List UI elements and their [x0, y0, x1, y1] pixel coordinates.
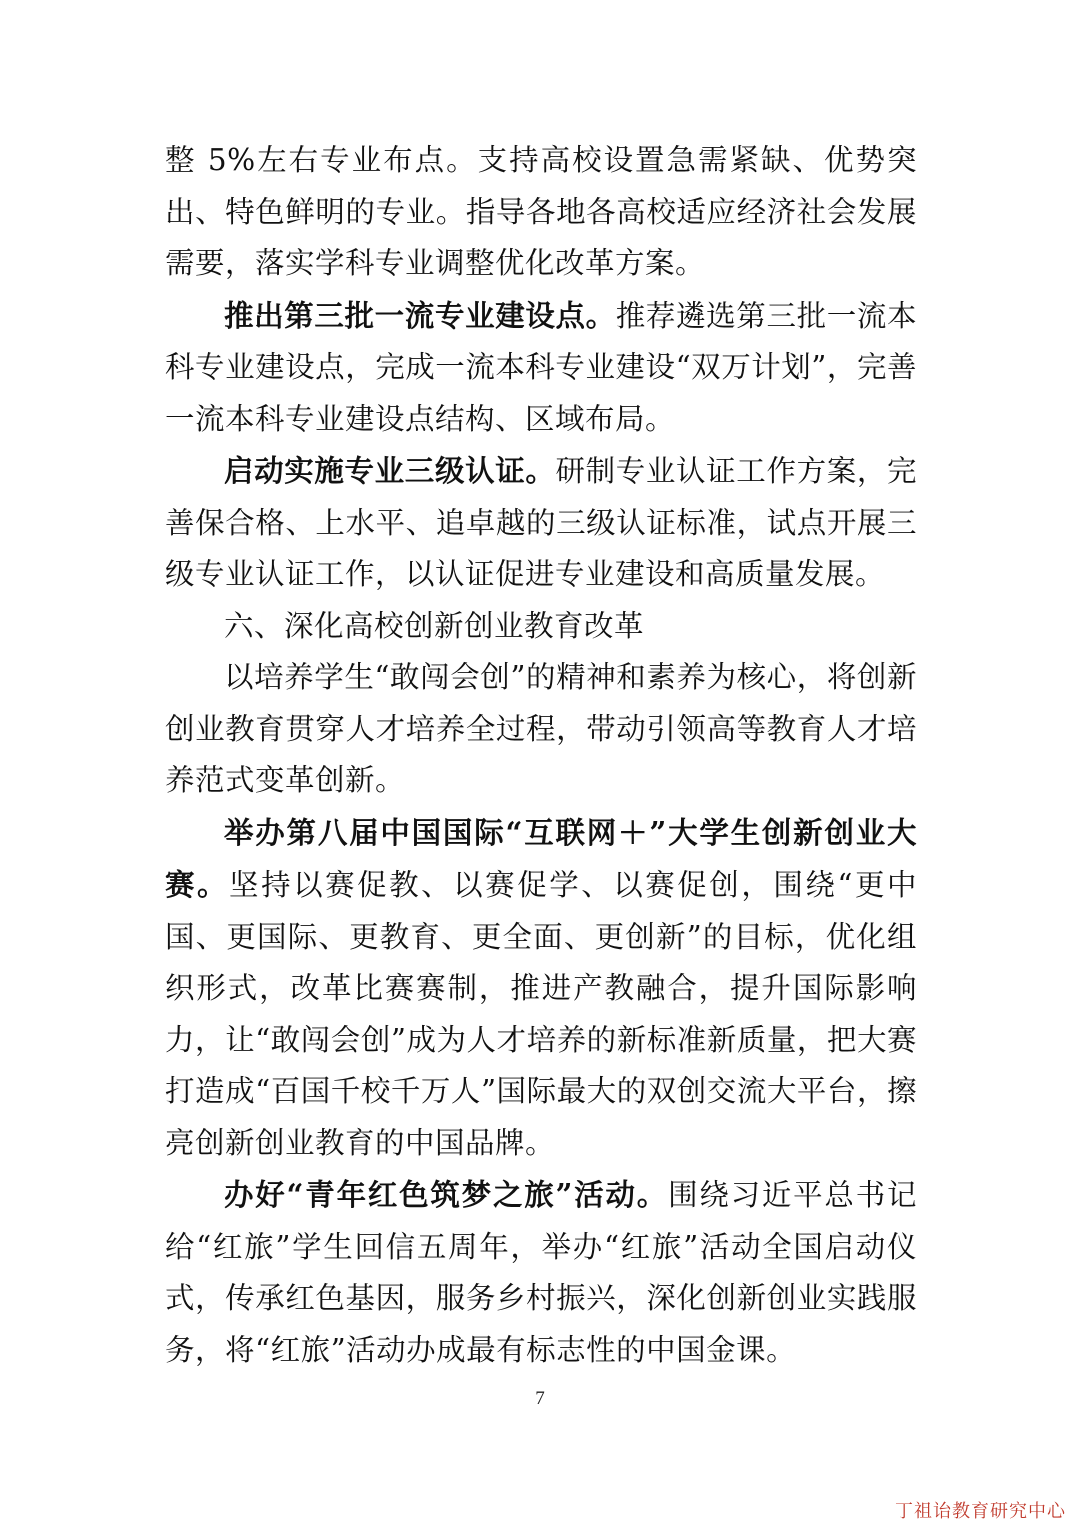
paragraph-lead: 启动实施专业三级认证。	[224, 453, 556, 488]
paragraph-section-intro	[165, 652, 917, 807]
page-number: 7	[535, 1388, 545, 1409]
paragraph-lead: 推出第三批一流专业建设点。	[224, 297, 616, 333]
paragraph-internet-plus	[165, 807, 917, 1170]
document-body	[165, 135, 917, 1376]
paragraph-certification	[165, 445, 917, 601]
paragraph-text: 坚持以赛促教、以赛促学、以赛促创，围绕“更中国、更国际、更教育、更全面、更创新”的目标，优化组织形式，改革比赛赛制，推进产教融合，提升国际影响力，让“敢闯会创”成为人才培养的新标准新质量，把大赛打造成“百国千校千万人”国际最大的双创交流大平台，擦亮创新创业教育的中国品牌。	[165, 868, 917, 1160]
paragraph-red-journey	[165, 1169, 917, 1376]
watermark: 丁祖诒教育研究中心	[895, 1501, 1066, 1522]
paragraph-text: 围绕习近平总书记给“红旅”学生回信五周年，举办“红旅”活动全国启动仪式，传承红色基因，服务乡村振兴，深化创新创业实践服务，将“红旅”活动办成最有标志性的中国金课。	[165, 1178, 917, 1367]
paragraph-lead: 办好“青年红色筑梦之旅”活动。	[224, 1177, 669, 1212]
paragraph-continuation	[165, 135, 917, 290]
paragraph-text: 推荐遴选第三批一流本科专业建设点，完成一流本科专业建设“双万计划”，完善一流本科专业建设点结构、区域布局。	[165, 298, 917, 436]
paragraph-text: 以培养学生“敢闯会创”的精神和素养为核心，将创新创业教育贯穿人才培养全过程，带动引领高等教育人才培养范式变革创新。	[165, 660, 917, 797]
section-heading: 六、深化高校创新创业教育改革	[224, 608, 645, 643]
paragraph-text: 研制专业认证工作方案，完善保合格、上水平、追卓越的三级认证标准，试点开展三级专业认证工作，以认证促进专业建设和高质量发展。	[165, 454, 917, 591]
paragraph-first-class-majors	[165, 290, 917, 446]
paragraph-text: 整 5%左右专业布点。支持高校设置急需紧缺、优势突出、特色鲜明的专业。指导各地各高校适应经济社会发展需要，落实学科专业调整优化改革方案。	[165, 143, 917, 280]
paragraph-lead: 举办第八届中国国际“互联网＋”大学生创新创业大赛。	[165, 814, 917, 902]
